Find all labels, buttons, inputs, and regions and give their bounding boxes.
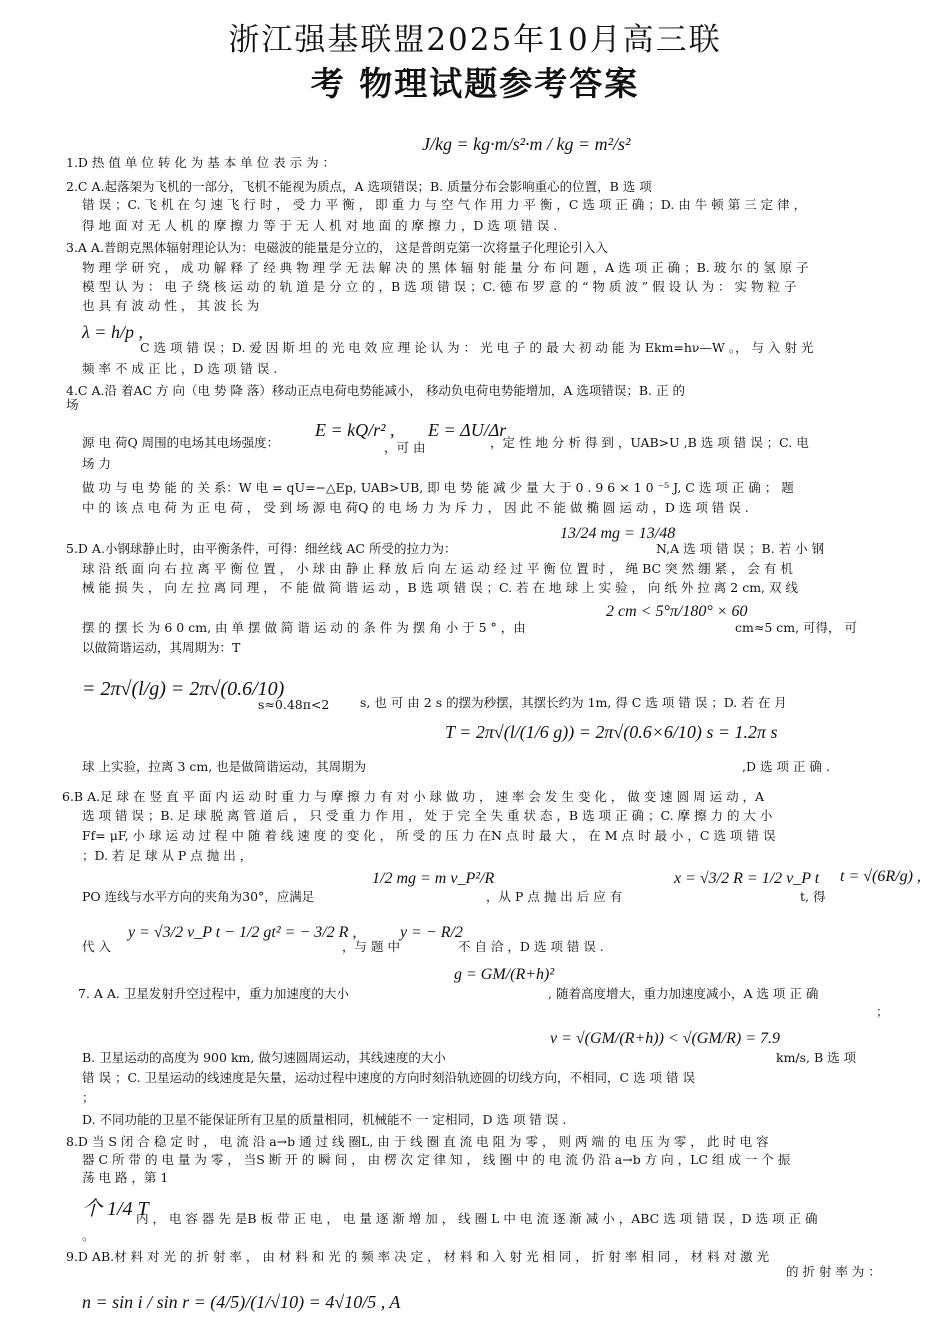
text-line: 械 能 损 失 ， 向 左 拉 离 同 理 ， 不 能 做 简 谐 运 动 ，B 选 项 错 误 ；C. 若 在 地 球 上 实 验 ， 向 纸 外 拉 离 2 cm, 双 线 <box>82 580 798 595</box>
formula-tension: 13/24 mg = 13/48 <box>560 525 676 542</box>
text-line: 3.A A.普朗克黑体辐射理论认为：电磁波的能量是分立的， 这是普朗克第一次将量子化理论引入入 <box>66 240 608 255</box>
text-line: 摆 的 摆 长 为 6 0 cm, 由 单 摆 做 简 谐 运 动 的 条 件 为 摆 角 小 于 5 ° ，由 <box>82 620 526 635</box>
text-line: km/s, B 选 项 <box>776 1050 857 1065</box>
formula-refraction-index: n = sin i / sin r = (4/5)/(1/√10) = 4√10/5 , A <box>82 1292 401 1312</box>
text-line: 1.D 热 值 单 位 转 化 为 基 本 单 位 表 示 为 ： <box>66 155 336 170</box>
text-line: 也 具 有 波 动 性 ， 其 波 长 为 <box>82 298 260 313</box>
text-line: 。 <box>82 1228 95 1243</box>
text-line: 场 力 <box>82 456 111 471</box>
text-line: 频 率 不 成 正 比 ，D 选 项 错 误 . <box>82 361 278 376</box>
text-line: 9.D AB.材 料 对 光 的 折 射 率 ， 由 材 料 和 光 的 频 率 决 定 ， 材 料 和 入 射 光 相 同 ， 折 射 率 相 同 ， 材 料 对 激 光 <box>66 1249 770 1264</box>
text-line: 场 <box>66 397 79 412</box>
title-line-1: 浙江强基联盟2025年10月高三联 <box>228 22 722 58</box>
formula-x-displacement: x = √3/2 R = 1/2 v_P t <box>674 870 820 887</box>
text-line: 2.C A.起落架为飞机的一部分，飞机不能视为质点，A 选项错误；B. 质量分布会影响重心的位置，B 选 项 <box>66 179 652 194</box>
formula-q1: J/kg = kg·m/s²·m / kg = m²/s² <box>422 134 631 154</box>
formula-wavelength: λ = h/p , <box>82 322 143 342</box>
formula-field-strength: E = kQ/r² , <box>315 420 395 440</box>
text-line: C 选 项 错 误 ；D. 爱 因 斯 坦 的 光 电 效 应 理 论 认 为 ： 光 电 子 的 最 大 初 动 能 为 Ekm=hν—W 。， 与 入 射 光 <box>140 340 814 355</box>
text-line: 5.D A.小钢球静止时，由平衡条件，可得：细丝线 AC 所受的拉力为： <box>66 541 457 556</box>
text-line: ；D. 若 足 球 从 P 点 抛 出 ， <box>82 848 253 863</box>
text-line: 球 上实验，拉离 3 cm, 也是做简谐运动，其周期为 <box>82 759 367 774</box>
text-line: 球 沿 纸 面 向 右 拉 离 平 衡 位 置 ， 小 球 由 静 止 释 放 后 向 左 运 动 经 过 平 衡 位 置 时 ， 绳 BC 突 然 绷 紧 ， 会 有 机 <box>82 561 793 576</box>
formula-period-moon: T = 2π√(l/(1/6 g)) = 2π√(0.6×6/10) s = 1.2π s <box>445 722 778 742</box>
text-line: ,D 选 项 正 确 . <box>742 759 830 774</box>
text-line: 错 误 ；C. 卫星运动的线速度是矢量，运动过程中速度的方向时刻沿轨迹圆的切线方向，不相同，C 选 项 错 误 <box>82 1070 695 1085</box>
text-line: D. 不同功能的卫星不能保证所有卫星的质量相同，机械能不 一 定相同，D 选 项 错 误 . <box>82 1112 567 1127</box>
text-line: 7. A A. 卫星发射升空过程中，重力加速度的大小 <box>78 986 349 1001</box>
text-line: 选 项 错 误 ；B. 足 球 脱 离 管 道 后 ， 只 受 重 力 作 用 ， 处 于 完 全 失 重 状 态 ，B 选 项 正 确 ；C. 摩 擦 力 的 大 小 <box>82 808 773 823</box>
formula-time: t = √(6R/g) , <box>840 868 921 885</box>
formula-quarter-period: 个 1/4 T <box>82 1198 149 1220</box>
formula-gravity: g = GM/(R+h)² <box>454 966 555 983</box>
text-line: 8.D 当 S 闭 合 稳 定 时 ， 电 流 沿 a→b 通 过 线 圈L, 由 于 线 圈 直 流 电 阻 为 零 ， 则 两 端 的 电 压 为 零 ， 此 时 电 容 <box>66 1134 769 1149</box>
text-line: 6.B A.足 球 在 竖 直 平 面 内 运 动 时 重 力 与 摩 擦 力 有 对 小 球 做 功 ， 速 率 会 发 生 变 化 ， 做 变 速 圆 周 运 动 ，A <box>62 789 765 804</box>
text-line: 错 误 ；C. 飞 机 在 匀 速 飞 行 时 ， 受 力 平 衡 ， 即 重 力 与 空 气 作 用 力 平 衡 ，C 选 项 正 确 ；D. 由 牛 顿 第 三 定 律 ， <box>82 197 807 212</box>
formula-orbital-speed: v = √(GM/(R+h)) < √(GM/R) = 7.9 <box>550 1030 781 1047</box>
formula-period-earth: = 2π√(l/g) = 2π√(0.6/10) <box>82 678 285 700</box>
text-line: s, 也 可 由 2 s 的摆为秒摆，其摆长约为 1m, 得 C 选 项 错 误 ；D. 若 在 月 <box>360 695 787 710</box>
text-line: 物 理 学 研 究 ， 成 功 解 释 了 经 典 物 理 学 无 法 解 决 的 黑 体 辐 射 能 量 分 布 问 题 ，A 选 项 正 确 ；B. 玻 尔 的 氢 原 子 <box>82 260 809 275</box>
formula-field-gradient: E = ΔU/Δr <box>428 420 507 440</box>
formula-y-given: y = − R/2 <box>400 924 463 941</box>
text-line: B. 卫星运动的高度为 900 km, 做匀速圆周运动，其线速度的大小 <box>82 1050 446 1065</box>
text-line: PO 连线与水平方向的夹角为30°，应满足 <box>82 889 315 904</box>
text-line: 源 电 荷Q 周围的电场其电场强度： <box>82 435 280 450</box>
text-line: ，定 性 地 分 析 得 到 ，UAB>U ,B 选 项 错 误 ；C. 电 <box>490 435 809 450</box>
text-line: 不 自 洽 ，D 选 项 错 误 . <box>458 939 604 954</box>
formula-p-condition: 1/2 mg = m v_P²/R <box>372 870 495 887</box>
text-line: ，可 由 <box>384 440 426 455</box>
text-line: 荡 电 路 ，第 1 <box>82 1170 169 1185</box>
text-line: 中 的 该 点 电 荷 为 正 电 荷 ， 受 到 场 源 电 荷Q 的 电 场 力 为 斥 力 ， 因 此 不 能 做 椭 圆 运 动 ，D 选 项 错 误 . <box>82 500 749 515</box>
text-line: ，从 P 点 抛 出 后 应 有 <box>486 889 623 904</box>
text-line: 以做简谐运动，其周期为：T <box>82 640 241 655</box>
text-line: t, 得 <box>800 889 826 904</box>
text-line: 4.C A.沿 着AC 方 向（电 势 降 落）移动正点电荷电势能减小， 移动负电荷电势能增加，A 选项错误；B. 正 的 <box>66 383 685 398</box>
text-line: s≈0.48π<2 <box>258 697 330 712</box>
text-line: N,A 选 项 错 误 ；B. 若 小 钢 <box>656 541 825 556</box>
text-line: 器 C 所 带 的 电 量 为 零 ， 当S 断 开 的 瞬 间 ， 由 楞 次 定 律 知 ， 线 圈 中 的 电 流 仍 沿 a→b 方 向 ，LC 组 成 一 个 振 <box>82 1152 791 1167</box>
text-line: ； <box>876 1004 889 1019</box>
text-line: ，与 题 中 <box>342 939 400 954</box>
text-line: Ff= μF, 小 球 运 动 过 程 中 随 着 线 速 度 的 变 化 ， 所 受 的 压 力 在N 点 时 最 大 ， 在 M 点 时 最 小 ，C 选 项 错 误 <box>82 828 776 843</box>
text-line: 代 入 <box>82 939 111 954</box>
text-line: 模 型 认 为 ： 电 子 绕 核 运 动 的 轨 道 是 分 立 的 ，B 选 项 错 误 ；C. 德 布 罗 意 的 “ 物 质 波 ” 假 设 认 为 ： 实 物 粒 子 <box>82 279 797 294</box>
text-line: cm≈5 cm, 可得， 可 <box>735 620 858 635</box>
text-line: 内 ， 电 容 器 先 是B 板 带 正 电 ， 电 量 逐 渐 增 加 ， 线 圈 L 中 电 流 逐 渐 减 小 ，ABC 选 项 错 误 ，D 选 项 正 确 <box>136 1211 818 1226</box>
text-line: 得 地 面 对 无 人 机 的 摩 擦 力 等 于 无 人 机 对 地 面 的 摩 擦 力 ，D 选 项 错 误 . <box>82 218 558 233</box>
formula-y-displacement: y = √3/2 v_P t − 1/2 gt² = − 3/2 R , <box>128 924 357 941</box>
title-line-2: 考 物理试题参考答案 <box>310 64 640 103</box>
text-line: , 随着高度增大，重力加速度减小，A 选 项 正 确 <box>548 986 819 1001</box>
text-line: 做 功 与 电 势 能 的 关 系：W 电 = qU=−△Ep, UAB>UB, 即 电 势 能 减 少 量 大 于 0 . 9 6 × 1 0 ⁻⁵ J, C 选 项 正 确 ； 题 <box>82 480 794 495</box>
formula-angle: 2 cm < 5°π/180° × 60 <box>606 603 748 620</box>
text-line: ； <box>82 1090 95 1105</box>
text-line: 的 折 射 率 为 ： <box>786 1264 881 1279</box>
